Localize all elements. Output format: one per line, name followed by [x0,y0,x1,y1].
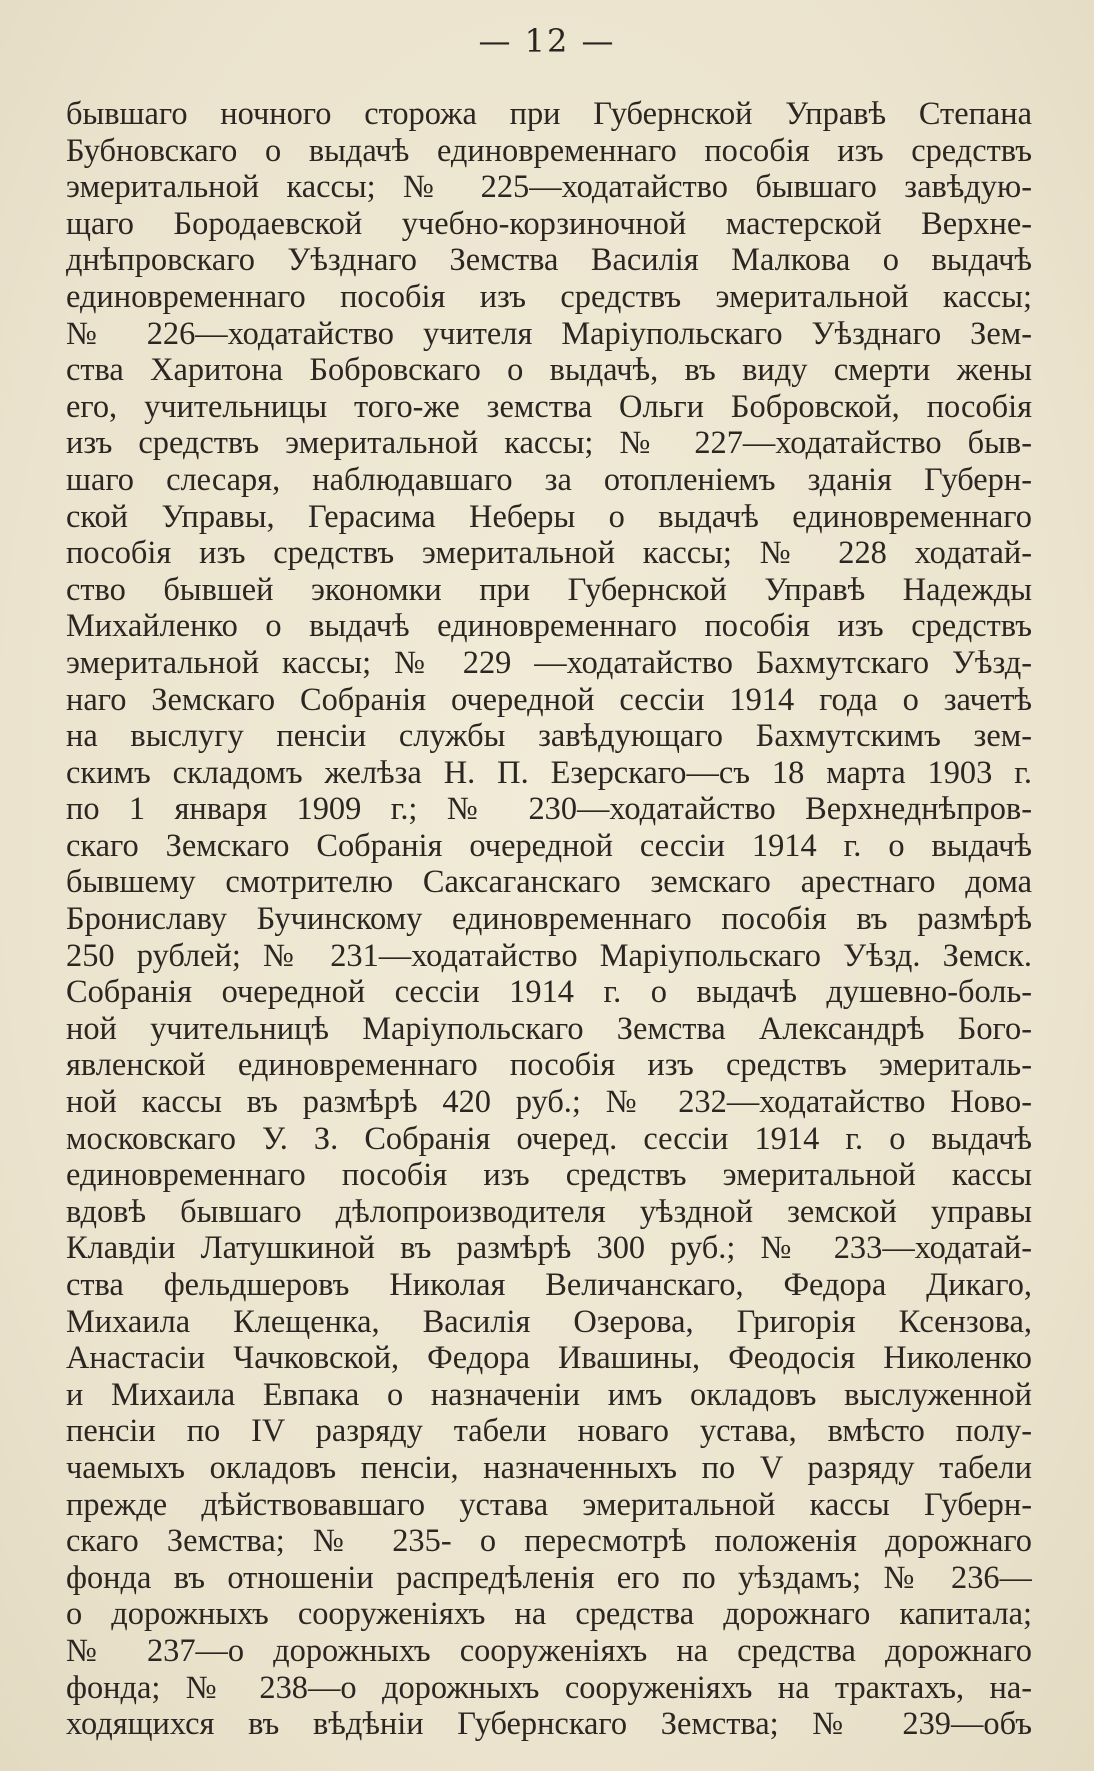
text-line: скимъ складомъ желѣза Н. П. Езерскаго—съ 18 марта 1903 г. [66,754,1032,791]
text-line: по 1 января 1909 г.; № 230—ходатайство Верхнеднѣпров- [66,791,1032,828]
text-line: ства Харитона Бобровскаго о выдачѣ, въ виду смерти жены [66,352,1032,389]
text-line: ство бывшей экономки при Губернской Управѣ Надежды [66,571,1032,608]
text-line: изъ средствъ эмеритальной кассы; № 227—ходатайство быв- [66,425,1032,462]
text-line: скаго Земства; № 235- о пересмотрѣ положенія дорожнаго [66,1523,1032,1560]
text-line: Брониславу Бучинскому единовременнаго пособія въ размѣрѣ [66,901,1032,938]
text-line: на выслугу пенсіи службы завѣдующаго Бахмутскимъ зем- [66,718,1032,755]
text-line: Анастасіи Чачковской, Федора Ивашины, Феодосія Николенко [66,1340,1032,1377]
text-line: прежде дѣйствовавшаго устава эмеритальной кассы Губерн- [66,1486,1032,1523]
text-line: бывшему смотрителю Саксаганскаго земскаго арестнаго дома [66,864,1032,901]
text-line: Михаила Клещенка, Василія Озерова, Григорія Ксензова, [66,1303,1032,1340]
text-line: его, учительницы того-же земства Ольги Бобровской, пособія [66,388,1032,425]
text-line: Михайленко о выдачѣ единовременнаго пособія изъ средствъ [66,608,1032,645]
body-text [66,96,1032,1743]
text-line: щаго Бородаевской учебно-корзиночной мастерской Верхне- [66,205,1032,242]
text-line: о дорожныхъ сооруженіяхъ на средства дорожнаго капитала; [66,1596,1032,1633]
text-line: эмеритальной кассы; № 229 —ходатайство Бахмутскаго Уѣзд- [66,644,1032,681]
text-line: и Михаила Евпака о назначеніи имъ окладовъ выслуженной [66,1376,1032,1413]
text-line: ской Управы, Герасима Неберы о выдачѣ единовременнаго [66,498,1032,535]
text-line: днѣпровскаго Уѣзднаго Земства Василія Малкова о выдачѣ [66,242,1032,279]
text-line: фонда; № 238—о дорожныхъ сооруженіяхъ на трактахъ, на- [66,1669,1032,1706]
text-line: бывшаго ночного сторожа при Губернской Управѣ Степана [66,96,1032,132]
text-line: ной кассы въ размѣрѣ 420 руб.; № 232—ходатайство Ново- [66,1084,1032,1121]
text-line: фонда въ отношеніи распредѣленія его по уѣздамъ; № 236— [66,1559,1032,1596]
text-line: явленской единовременнаго пособія изъ средствъ эмериталь- [66,1047,1032,1084]
text-line: чаемыхъ окладовъ пенсіи, назначенныхъ по V разряду табели [66,1449,1032,1486]
page-number: — 12 — [478,22,616,60]
text-line: пособія изъ средствъ эмеритальной кассы; № 228 ходатай- [66,535,1032,572]
text-line: 250 рублей; № 231—ходатайство Маріупольскаго Уѣзд. Земск. [66,937,1032,974]
text-line: Бубновскаго о выдачѣ единовременнаго пособія изъ средствъ [66,132,1032,169]
text-line: шаго слесаря, наблюдавшаго за отопленіемъ зданія Губерн- [66,461,1032,498]
text-line: единовременнаго пособія изъ средствъ эмеритальной кассы [66,1157,1032,1194]
text-line: ходящихся въ вѣдѣніи Губернскаго Земства; № 239—объ [66,1706,1032,1743]
text-line: Клавдіи Латушкиной въ размѣрѣ 300 руб.; № 233—ходатай- [66,1230,1032,1267]
text-line: № 226—ходатайство учителя Маріупольскаго Уѣзднаго Зем- [66,315,1032,352]
text-line: ства фельдшеровъ Николая Величанскаго, Федора Дикаго, [66,1267,1032,1303]
text-line: эмеритальной кассы; № 225—ходатайство бывшаго завѣдую- [66,169,1032,206]
text-line: московскаго У. З. Собранія очеред. сессіи 1914 г. о выдачѣ [66,1120,1032,1157]
text-line: скаго Земскаго Собранія очередной сессіи 1914 г. о выдачѣ [66,827,1032,864]
text-line: № 237—о дорожныхъ сооруженіяхъ на средства дорожнаго [66,1632,1032,1669]
text-line: Собранія очередной сессіи 1914 г. о выдачѣ душевно-боль- [66,974,1032,1011]
text-line: пенсіи по IV разряду табели новаго устава, вмѣсто полу- [66,1413,1032,1450]
text-line: единовременнаго пособія изъ средствъ эмеритальной кассы; [66,278,1032,315]
text-line: наго Земскаго Собранія очередной сессіи 1914 года о зачетѣ [66,681,1032,718]
text-line: ной учительницѣ Маріупольскаго Земства Александрѣ Бого- [66,1010,1032,1047]
text-line: вдовѣ бывшаго дѣлопроизводителя уѣздной земской управы [66,1193,1032,1230]
